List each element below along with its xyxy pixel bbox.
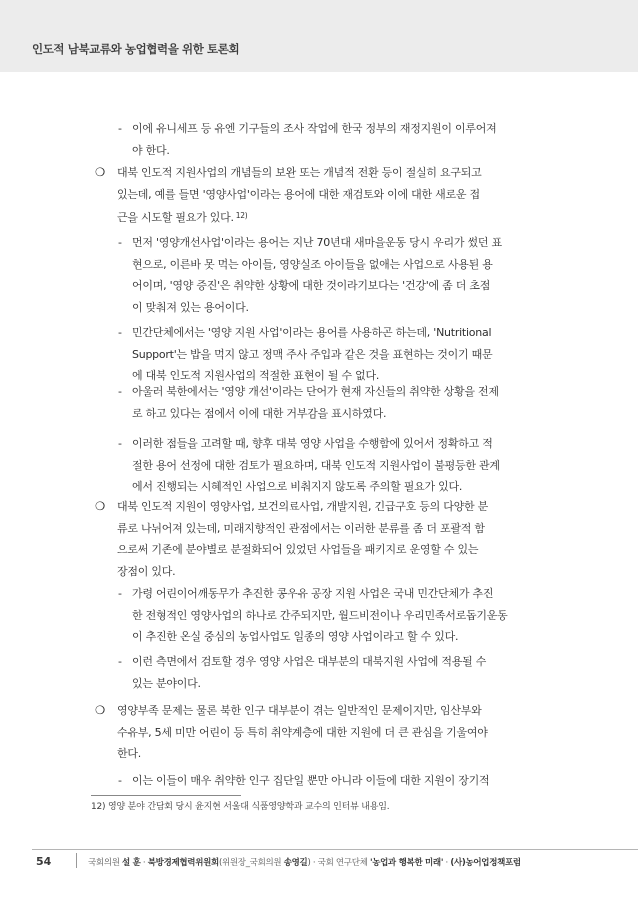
paragraph-line: [132, 455, 556, 477]
line-text: 이는 이들이 매우 취약한 인구 집단일 뿐만 아니라 이들에 대한 지원이 장기적: [132, 774, 490, 787]
footer-part: 송영길: [283, 858, 308, 868]
line-text: 가령 어린이어깨동무가 추진한 콩우유 공장 지원 사업은 국내 민간단체가 추진: [132, 587, 494, 600]
paragraph-line: [117, 722, 557, 744]
footnote-12: 12) 영양 분야 간담회 당시 윤지현 서울대 식품영양학과 교수의 인터뷰 내용임.: [91, 802, 390, 812]
dash-marker: -: [118, 774, 122, 787]
line-text: 이러한 점들을 고려할 때, 향후 대북 영양 사업을 수행함에 있어서 정확하고 적: [132, 437, 493, 450]
paragraph-line: [132, 626, 556, 648]
paragraph-line: [132, 322, 556, 344]
footer-credits: [88, 856, 521, 868]
dash-marker: -: [118, 437, 122, 450]
footer-part: ·: [443, 858, 451, 868]
footer-part: ·: [140, 858, 148, 868]
page-number: 54: [36, 855, 52, 868]
paragraph-line: [117, 518, 557, 540]
footnote-reference[interactable]: 12): [235, 211, 248, 220]
footer-part: 국회의원: [88, 858, 123, 868]
paragraph-line: [132, 770, 556, 792]
sub-paragraph: [132, 381, 556, 424]
sub-paragraph: [132, 651, 556, 694]
line-text: 대북 인도적 지원사업의 개념들의 보완 또는 개념적 전환 등이 절실히 요구되고: [117, 166, 482, 179]
line-text: 먼저 '영양개선사업'이라는 용어는 지난 70년대 새마을운동 당시 우리가 썼던 표: [132, 236, 502, 249]
dash-marker: -: [118, 326, 122, 339]
paragraph-line: [117, 743, 557, 765]
footer-part: '농업과 행복한 미래': [369, 858, 444, 868]
main-paragraph: [117, 162, 557, 229]
sub-paragraph: [132, 583, 556, 648]
line-text: 있는 분야이다.: [132, 676, 201, 690]
paragraph-line: [132, 651, 556, 673]
main-paragraph: [117, 496, 557, 582]
footnote-divider: [91, 795, 241, 796]
paragraph-line: [117, 162, 557, 184]
line-text: 민간단체에서는 '영양 지원 사업'이라는 용어를 사용하곤 하는데, 'Nutritional: [132, 326, 492, 339]
line-text: 장점이 있다.: [117, 564, 176, 578]
sub-paragraph: [132, 322, 556, 387]
paragraph-line: [117, 205, 557, 229]
footer-divider: [32, 849, 638, 850]
circle-bullet-icon: ❍: [95, 165, 106, 179]
paragraph-line: [132, 232, 556, 254]
line-text: 현으로, 이른바 못 먹는 아이들, 영양실조 아이들을 없애는 사업으로 사용된 용: [132, 257, 493, 271]
paragraph-line: [132, 433, 556, 455]
line-text: 대북 인도적 지원이 영양사업, 보건의료사업, 개발지원, 긴급구호 등의 다양한 분: [117, 500, 488, 513]
circle-bullet-icon: ❍: [95, 499, 106, 513]
line-text: 어이며, '영양 증진'은 취약한 상황에 대한 것이라기보다는 '건강'에 좀 더 초점: [132, 279, 491, 292]
footer-part: (사)농어업정책포럼: [450, 858, 521, 868]
line-text: 아울러 북한에서는 '영양 개선'이라는 단어가 현재 자신들의 취약한 상황을 전제: [132, 385, 499, 398]
sub-paragraph: [132, 232, 556, 318]
dash-marker: -: [118, 655, 122, 668]
line-text: 한다.: [117, 747, 141, 760]
paragraph-line: [132, 605, 556, 627]
footer-separator: [76, 853, 77, 868]
line-text: 에 대북 인도적 지원사업의 적절한 표현이 될 수 없다.: [132, 369, 380, 382]
dash-marker: -: [118, 587, 122, 600]
dash-marker: -: [118, 122, 122, 135]
line-text: 류로 나뉘어져 있는데, 미래지향적인 관점에서는 이러한 분류를 좀 더 포괄적 함: [117, 521, 485, 535]
footer-part: 북방경제협력위원회: [147, 858, 219, 868]
line-text: 영양부족 문제는 물론 북한 인구 대부분이 겪는 일반적인 문제이지만, 임산부와: [117, 704, 482, 717]
sub-paragraph: [132, 433, 556, 498]
paragraph-line: [117, 700, 557, 722]
paragraph-line: [132, 673, 556, 695]
paragraph-line: [132, 275, 556, 297]
footer-part: ) · 국회 연구단체: [307, 858, 370, 868]
line-text: 으로써 기존에 분야별로 분절화되어 있었던 사업들을 패키지로 운영할 수 있는: [117, 543, 479, 556]
line-text: Support'는 밥을 먹지 않고 정맥 주사 주입과 같은 것을 표현하는 것이기 때문: [132, 347, 493, 361]
paragraph-line: [132, 583, 556, 605]
paragraph-line: [117, 561, 557, 583]
paragraph-line: [117, 184, 557, 206]
running-header-title: 인도적 남북교류와 농업협력을 위한 토론회: [32, 42, 240, 56]
footer-part: (위원장_국회의원: [218, 858, 284, 868]
line-text: 있는데, 예를 들면 '영양사업'이라는 용어에 대한 재검토와 이에 대한 새로운 접: [117, 187, 480, 201]
paragraph-line: [132, 254, 556, 276]
line-text: 에서 진행되는 시혜적인 사업으로 비춰지지 않도록 주의할 필요가 있다.: [132, 480, 463, 493]
line-text: 이런 측면에서 검토할 경우 영양 사업은 대부분의 대북지원 사업에 적용될 수: [132, 655, 487, 668]
paragraph-line: [132, 476, 556, 498]
line-text: 근을 시도할 필요가 있다.: [117, 211, 234, 224]
paragraph-line: [132, 297, 556, 319]
dash-marker: -: [118, 236, 122, 249]
line-text: 한 전형적인 영양사업의 하나로 간주되지만, 월드비전이나 우리민족서로돕기운동: [132, 608, 508, 622]
paragraph-line: [132, 403, 556, 425]
line-text: 이 추진한 온실 중심의 농업사업도 일종의 영양 사업이라고 할 수 있다.: [132, 630, 459, 643]
dash-marker: -: [118, 385, 122, 398]
sub-paragraph: [132, 770, 556, 792]
line-text: 절한 용어 선정에 대한 검토가 필요하며, 대북 인도적 지원사업이 불평등한 관계: [132, 458, 500, 472]
paragraph-line: [132, 118, 556, 140]
paragraph-line: [132, 140, 556, 162]
line-text: 야 한다.: [132, 143, 170, 157]
line-text: 이에 유니세프 등 유엔 기구들의 조사 작업에 한국 정부의 재정지원이 이루어져: [132, 122, 497, 135]
line-text: 수유부, 5세 미만 어린이 등 특히 취약계층에 대한 지원에 더 큰 관심을 기울여야: [117, 725, 488, 739]
footer-part: 설 훈: [122, 858, 141, 868]
sub-paragraph: [132, 118, 556, 161]
header-bar: [0, 0, 638, 72]
line-text: 이 맞춰져 있는 용어이다.: [132, 300, 249, 314]
paragraph-line: [117, 539, 557, 561]
paragraph-line: [132, 381, 556, 403]
paragraph-line: [132, 344, 556, 366]
line-text: 로 하고 있다는 점에서 이에 대한 거부감을 표시하였다.: [132, 406, 387, 420]
circle-bullet-icon: ❍: [95, 703, 106, 717]
paragraph-line: [117, 496, 557, 518]
main-paragraph: [117, 700, 557, 765]
